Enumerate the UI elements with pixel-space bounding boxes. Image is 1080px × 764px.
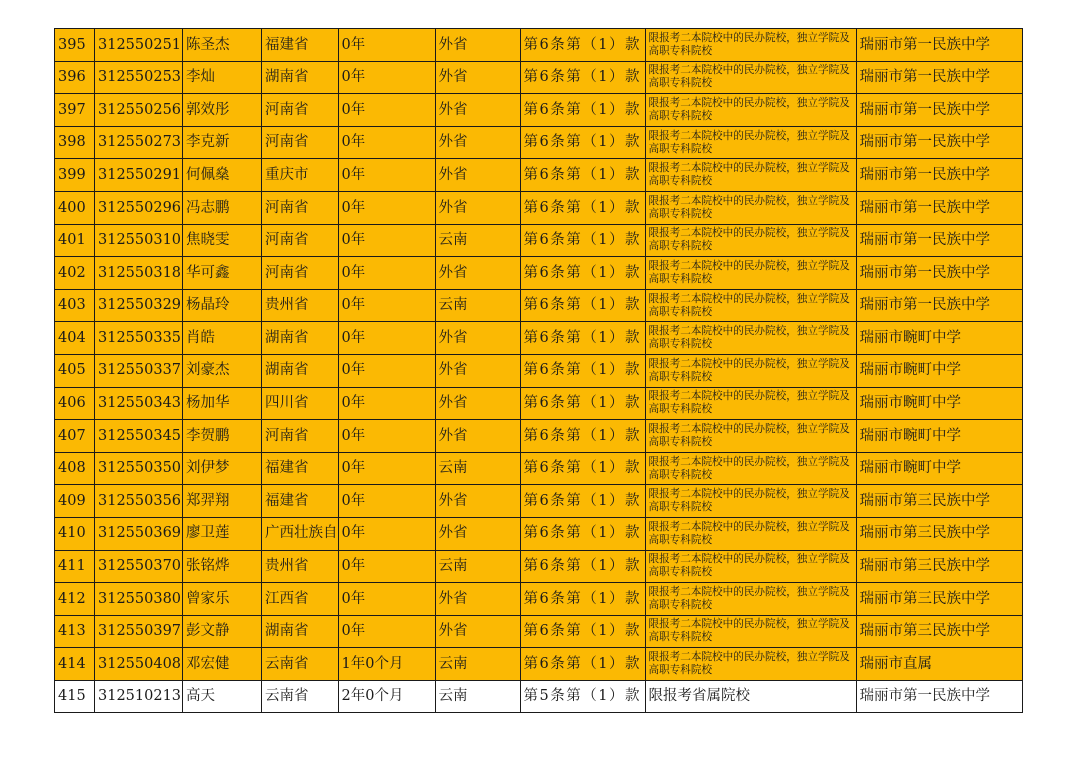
cell-student-name: 焦晓雯 <box>183 224 262 257</box>
cell-school: 瑞丽市第一民族中学 <box>856 94 1022 127</box>
cell-school: 瑞丽市第一民族中学 <box>856 257 1022 290</box>
cell-province: 福建省 <box>262 452 339 485</box>
table-row <box>55 583 1023 616</box>
cell-origin: 云南 <box>435 680 520 713</box>
cell-school: 瑞丽市第三民族中学 <box>856 517 1022 550</box>
cell-serial-number: 399 <box>55 159 95 192</box>
cell-exam-id: 312550350 <box>95 452 183 485</box>
cell-origin: 云南 <box>435 550 520 583</box>
cell-policy-clause: 第6条第（1）款 <box>520 94 645 127</box>
cell-student-name: 陈圣杰 <box>183 29 262 62</box>
cell-policy-clause: 第6条第（1）款 <box>520 387 645 420</box>
cell-origin: 外省 <box>435 159 520 192</box>
cell-serial-number: 414 <box>55 648 95 681</box>
cell-admission-restriction: 限报考省属院校 <box>645 680 856 713</box>
cell-policy-clause: 第5条第（1）款 <box>520 680 645 713</box>
cell-residence-duration: 0年 <box>338 191 435 224</box>
cell-exam-id: 312550256 <box>95 94 183 127</box>
cell-province: 湖南省 <box>262 354 339 387</box>
cell-serial-number: 411 <box>55 550 95 583</box>
cell-residence-duration: 0年 <box>338 126 435 159</box>
cell-province: 云南省 <box>262 648 339 681</box>
cell-exam-id: 312510213 <box>95 680 183 713</box>
table-row <box>55 354 1023 387</box>
table-row <box>55 420 1023 453</box>
cell-admission-restriction: 限报考二本院校中的民办院校，独立学院及高职专科院校 <box>645 159 856 192</box>
table-body <box>55 29 1023 713</box>
cell-serial-number: 403 <box>55 289 95 322</box>
cell-school: 瑞丽市畹町中学 <box>856 387 1022 420</box>
cell-origin: 云南 <box>435 452 520 485</box>
cell-exam-id: 312550296 <box>95 191 183 224</box>
cell-student-name: 邓宏健 <box>183 648 262 681</box>
cell-policy-clause: 第6条第（1）款 <box>520 126 645 159</box>
cell-province: 福建省 <box>262 29 339 62</box>
cell-serial-number: 412 <box>55 583 95 616</box>
cell-residence-duration: 0年 <box>338 29 435 62</box>
cell-residence-duration: 1年0个月 <box>338 648 435 681</box>
cell-residence-duration: 2年0个月 <box>338 680 435 713</box>
cell-origin: 外省 <box>435 61 520 94</box>
cell-serial-number: 400 <box>55 191 95 224</box>
table-row <box>55 615 1023 648</box>
table-row <box>55 387 1023 420</box>
cell-origin: 外省 <box>435 322 520 355</box>
cell-province: 云南省 <box>262 680 339 713</box>
cell-policy-clause: 第6条第（1）款 <box>520 550 645 583</box>
cell-admission-restriction: 限报考二本院校中的民办院校，独立学院及高职专科院校 <box>645 322 856 355</box>
cell-residence-duration: 0年 <box>338 583 435 616</box>
cell-origin: 云南 <box>435 648 520 681</box>
cell-residence-duration: 0年 <box>338 387 435 420</box>
cell-province: 河南省 <box>262 191 339 224</box>
cell-admission-restriction: 限报考二本院校中的民办院校，独立学院及高职专科院校 <box>645 289 856 322</box>
cell-admission-restriction: 限报考二本院校中的民办院校，独立学院及高职专科院校 <box>645 648 856 681</box>
cell-exam-id: 312550329 <box>95 289 183 322</box>
table-row <box>55 648 1023 681</box>
cell-province: 河南省 <box>262 224 339 257</box>
cell-student-name: 廖卫莲 <box>183 517 262 550</box>
cell-policy-clause: 第6条第（1）款 <box>520 322 645 355</box>
table-row <box>55 29 1023 62</box>
cell-residence-duration: 0年 <box>338 61 435 94</box>
cell-admission-restriction: 限报考二本院校中的民办院校，独立学院及高职专科院校 <box>645 257 856 290</box>
cell-policy-clause: 第6条第（1）款 <box>520 29 645 62</box>
cell-province: 河南省 <box>262 257 339 290</box>
cell-student-name: 刘伊梦 <box>183 452 262 485</box>
cell-province: 河南省 <box>262 94 339 127</box>
cell-school: 瑞丽市第一民族中学 <box>856 126 1022 159</box>
cell-residence-duration: 0年 <box>338 517 435 550</box>
cell-school: 瑞丽市直属 <box>856 648 1022 681</box>
cell-province: 广西壮族自 <box>262 517 339 550</box>
cell-province: 河南省 <box>262 420 339 453</box>
cell-origin: 外省 <box>435 517 520 550</box>
cell-student-name: 郭效彤 <box>183 94 262 127</box>
cell-school: 瑞丽市畹町中学 <box>856 354 1022 387</box>
cell-serial-number: 409 <box>55 485 95 518</box>
cell-origin: 外省 <box>435 29 520 62</box>
table-row <box>55 322 1023 355</box>
cell-province: 河南省 <box>262 126 339 159</box>
cell-school: 瑞丽市畹町中学 <box>856 322 1022 355</box>
cell-exam-id: 312550318 <box>95 257 183 290</box>
cell-admission-restriction: 限报考二本院校中的民办院校，独立学院及高职专科院校 <box>645 126 856 159</box>
cell-admission-restriction: 限报考二本院校中的民办院校，独立学院及高职专科院校 <box>645 191 856 224</box>
table-row <box>55 159 1023 192</box>
cell-residence-duration: 0年 <box>338 420 435 453</box>
table-row <box>55 550 1023 583</box>
cell-student-name: 冯志鹏 <box>183 191 262 224</box>
cell-admission-restriction: 限报考二本院校中的民办院校，独立学院及高职专科院校 <box>645 517 856 550</box>
cell-origin: 外省 <box>435 94 520 127</box>
cell-exam-id: 312550251 <box>95 29 183 62</box>
cell-student-name: 彭文静 <box>183 615 262 648</box>
cell-student-name: 张铭烨 <box>183 550 262 583</box>
cell-province: 贵州省 <box>262 550 339 583</box>
cell-origin: 外省 <box>435 583 520 616</box>
cell-exam-id: 312550291 <box>95 159 183 192</box>
cell-student-name: 华可鑫 <box>183 257 262 290</box>
cell-student-name: 李灿 <box>183 61 262 94</box>
cell-residence-duration: 0年 <box>338 615 435 648</box>
cell-serial-number: 396 <box>55 61 95 94</box>
cell-school: 瑞丽市第一民族中学 <box>856 191 1022 224</box>
cell-exam-id: 312550397 <box>95 615 183 648</box>
table-row <box>55 257 1023 290</box>
cell-policy-clause: 第6条第（1）款 <box>520 648 645 681</box>
cell-admission-restriction: 限报考二本院校中的民办院校，独立学院及高职专科院校 <box>645 583 856 616</box>
cell-policy-clause: 第6条第（1）款 <box>520 583 645 616</box>
cell-school: 瑞丽市第三民族中学 <box>856 550 1022 583</box>
cell-school: 瑞丽市第一民族中学 <box>856 224 1022 257</box>
cell-school: 瑞丽市第三民族中学 <box>856 583 1022 616</box>
cell-residence-duration: 0年 <box>338 224 435 257</box>
cell-serial-number: 410 <box>55 517 95 550</box>
cell-serial-number: 408 <box>55 452 95 485</box>
cell-policy-clause: 第6条第（1）款 <box>520 61 645 94</box>
cell-exam-id: 312550335 <box>95 322 183 355</box>
cell-exam-id: 312550343 <box>95 387 183 420</box>
cell-origin: 云南 <box>435 224 520 257</box>
table-row <box>55 61 1023 94</box>
cell-origin: 外省 <box>435 257 520 290</box>
cell-policy-clause: 第6条第（1）款 <box>520 354 645 387</box>
cell-exam-id: 312550370 <box>95 550 183 583</box>
cell-school: 瑞丽市第三民族中学 <box>856 485 1022 518</box>
table-row <box>55 289 1023 322</box>
cell-origin: 外省 <box>435 354 520 387</box>
cell-exam-id: 312550408 <box>95 648 183 681</box>
cell-origin: 外省 <box>435 126 520 159</box>
cell-policy-clause: 第6条第（1）款 <box>520 615 645 648</box>
cell-province: 江西省 <box>262 583 339 616</box>
cell-school: 瑞丽市第一民族中学 <box>856 680 1022 713</box>
cell-policy-clause: 第6条第（1）款 <box>520 485 645 518</box>
cell-origin: 外省 <box>435 191 520 224</box>
cell-policy-clause: 第6条第（1）款 <box>520 224 645 257</box>
student-table <box>54 28 1023 713</box>
cell-origin: 外省 <box>435 615 520 648</box>
cell-school: 瑞丽市第三民族中学 <box>856 615 1022 648</box>
cell-admission-restriction: 限报考二本院校中的民办院校，独立学院及高职专科院校 <box>645 550 856 583</box>
cell-school: 瑞丽市第一民族中学 <box>856 61 1022 94</box>
cell-province: 湖南省 <box>262 322 339 355</box>
cell-residence-duration: 0年 <box>338 159 435 192</box>
cell-exam-id: 312550369 <box>95 517 183 550</box>
cell-exam-id: 312550310 <box>95 224 183 257</box>
cell-policy-clause: 第6条第（1）款 <box>520 289 645 322</box>
table-row <box>55 452 1023 485</box>
cell-student-name: 何佩燊 <box>183 159 262 192</box>
cell-residence-duration: 0年 <box>338 257 435 290</box>
cell-school: 瑞丽市畹町中学 <box>856 420 1022 453</box>
cell-exam-id: 312550345 <box>95 420 183 453</box>
cell-policy-clause: 第6条第（1）款 <box>520 159 645 192</box>
cell-province: 湖南省 <box>262 615 339 648</box>
cell-admission-restriction: 限报考二本院校中的民办院校，独立学院及高职专科院校 <box>645 387 856 420</box>
cell-exam-id: 312550273 <box>95 126 183 159</box>
cell-origin: 外省 <box>435 420 520 453</box>
cell-admission-restriction: 限报考二本院校中的民办院校，独立学院及高职专科院校 <box>645 452 856 485</box>
table-row <box>55 517 1023 550</box>
cell-serial-number: 413 <box>55 615 95 648</box>
cell-origin: 云南 <box>435 289 520 322</box>
table-row <box>55 126 1023 159</box>
cell-policy-clause: 第6条第（1）款 <box>520 257 645 290</box>
cell-exam-id: 312550253 <box>95 61 183 94</box>
cell-admission-restriction: 限报考二本院校中的民办院校，独立学院及高职专科院校 <box>645 61 856 94</box>
cell-serial-number: 415 <box>55 680 95 713</box>
cell-residence-duration: 0年 <box>338 485 435 518</box>
table-row <box>55 485 1023 518</box>
cell-residence-duration: 0年 <box>338 354 435 387</box>
cell-student-name: 郑羿翔 <box>183 485 262 518</box>
cell-exam-id: 312550356 <box>95 485 183 518</box>
cell-student-name: 刘豪杰 <box>183 354 262 387</box>
cell-school: 瑞丽市畹町中学 <box>856 452 1022 485</box>
cell-exam-id: 312550337 <box>95 354 183 387</box>
cell-student-name: 高天 <box>183 680 262 713</box>
cell-serial-number: 407 <box>55 420 95 453</box>
table-row <box>55 94 1023 127</box>
cell-origin: 外省 <box>435 387 520 420</box>
cell-serial-number: 406 <box>55 387 95 420</box>
cell-residence-duration: 0年 <box>338 322 435 355</box>
cell-province: 福建省 <box>262 485 339 518</box>
cell-residence-duration: 0年 <box>338 94 435 127</box>
cell-admission-restriction: 限报考二本院校中的民办院校，独立学院及高职专科院校 <box>645 485 856 518</box>
cell-serial-number: 402 <box>55 257 95 290</box>
cell-serial-number: 395 <box>55 29 95 62</box>
cell-school: 瑞丽市第一民族中学 <box>856 159 1022 192</box>
table-row <box>55 191 1023 224</box>
table-row <box>55 224 1023 257</box>
cell-student-name: 李克新 <box>183 126 262 159</box>
cell-student-name: 杨加华 <box>183 387 262 420</box>
cell-serial-number: 401 <box>55 224 95 257</box>
cell-admission-restriction: 限报考二本院校中的民办院校，独立学院及高职专科院校 <box>645 94 856 127</box>
cell-admission-restriction: 限报考二本院校中的民办院校，独立学院及高职专科院校 <box>645 615 856 648</box>
cell-province: 重庆市 <box>262 159 339 192</box>
cell-admission-restriction: 限报考二本院校中的民办院校，独立学院及高职专科院校 <box>645 420 856 453</box>
cell-student-name: 肖皓 <box>183 322 262 355</box>
cell-province: 四川省 <box>262 387 339 420</box>
cell-school: 瑞丽市第一民族中学 <box>856 289 1022 322</box>
cell-residence-duration: 0年 <box>338 452 435 485</box>
cell-residence-duration: 0年 <box>338 550 435 583</box>
cell-serial-number: 405 <box>55 354 95 387</box>
cell-province: 湖南省 <box>262 61 339 94</box>
cell-student-name: 杨晶玲 <box>183 289 262 322</box>
cell-policy-clause: 第6条第（1）款 <box>520 452 645 485</box>
cell-origin: 外省 <box>435 485 520 518</box>
cell-student-name: 曾家乐 <box>183 583 262 616</box>
cell-exam-id: 312550380 <box>95 583 183 616</box>
cell-student-name: 李贺鹏 <box>183 420 262 453</box>
cell-residence-duration: 0年 <box>338 289 435 322</box>
cell-admission-restriction: 限报考二本院校中的民办院校，独立学院及高职专科院校 <box>645 224 856 257</box>
cell-policy-clause: 第6条第（1）款 <box>520 420 645 453</box>
cell-policy-clause: 第6条第（1）款 <box>520 517 645 550</box>
cell-serial-number: 398 <box>55 126 95 159</box>
cell-province: 贵州省 <box>262 289 339 322</box>
cell-admission-restriction: 限报考二本院校中的民办院校，独立学院及高职专科院校 <box>645 29 856 62</box>
cell-serial-number: 397 <box>55 94 95 127</box>
cell-policy-clause: 第6条第（1）款 <box>520 191 645 224</box>
table-row <box>55 680 1023 713</box>
cell-serial-number: 404 <box>55 322 95 355</box>
cell-school: 瑞丽市第一民族中学 <box>856 29 1022 62</box>
cell-admission-restriction: 限报考二本院校中的民办院校，独立学院及高职专科院校 <box>645 354 856 387</box>
